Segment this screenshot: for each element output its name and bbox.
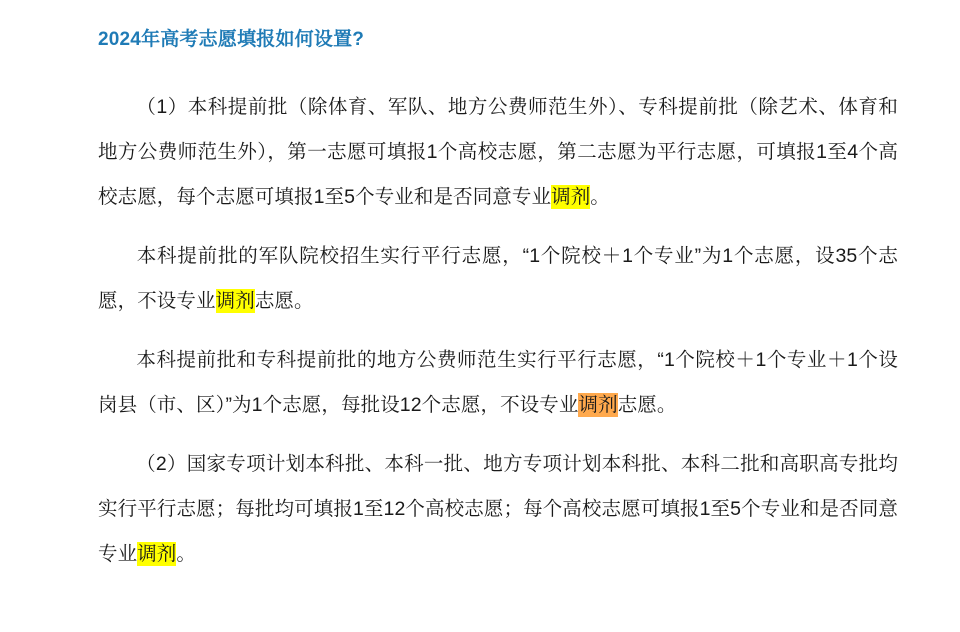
paragraph-text: 。: [176, 542, 197, 565]
paragraph-text: （2）国家专项计划本科批、本科一批、地方专项计划本科批、本科二批和高职高专批均实行平行志愿；每批均可填报1至12个高校志愿；每个高校志愿可填报1至5个专业和是否同意专业: [98, 452, 898, 565]
paragraph-text: 志愿。: [617, 393, 677, 416]
paragraph: [98, 338, 898, 428]
paragraph: [98, 85, 898, 220]
highlighted-text-yellow: 调剂: [137, 542, 177, 565]
highlighted-text-yellow: 调剂: [551, 185, 591, 208]
paragraph-text: 。: [590, 185, 610, 208]
paragraph-text: 本科提前批的军队院校招生实行平行志愿，“1个院校＋1个专业”为1个志愿，设35个志愿，不设专业: [98, 244, 898, 312]
paragraph: [98, 442, 898, 577]
paragraph: [98, 234, 898, 324]
highlighted-text-yellow: 调剂: [215, 289, 255, 312]
document-body: [98, 85, 898, 577]
paragraph-text: （1）本科提前批（除体育、军队、地方公费师范生外）、专科提前批（除艺术、体育和地方公费师范生外），第一志愿可填报1个高校志愿，第二志愿为平行志愿，可填报1至4个高校志愿，每个志愿可填报1至5个专业和是否同意专业: [98, 95, 898, 208]
paragraph-text: 志愿。: [254, 289, 314, 312]
highlighted-text-orange: 调剂: [578, 393, 618, 416]
page-title: 2024年高考志愿填报如何设置?: [98, 29, 365, 50]
paragraph-text: 本科提前批和专科提前批的地方公费师范生实行平行志愿，“1个院校＋1个专业＋1个设岗县（市、区）”为1个志愿，每批设12个志愿，不设专业: [98, 348, 898, 416]
